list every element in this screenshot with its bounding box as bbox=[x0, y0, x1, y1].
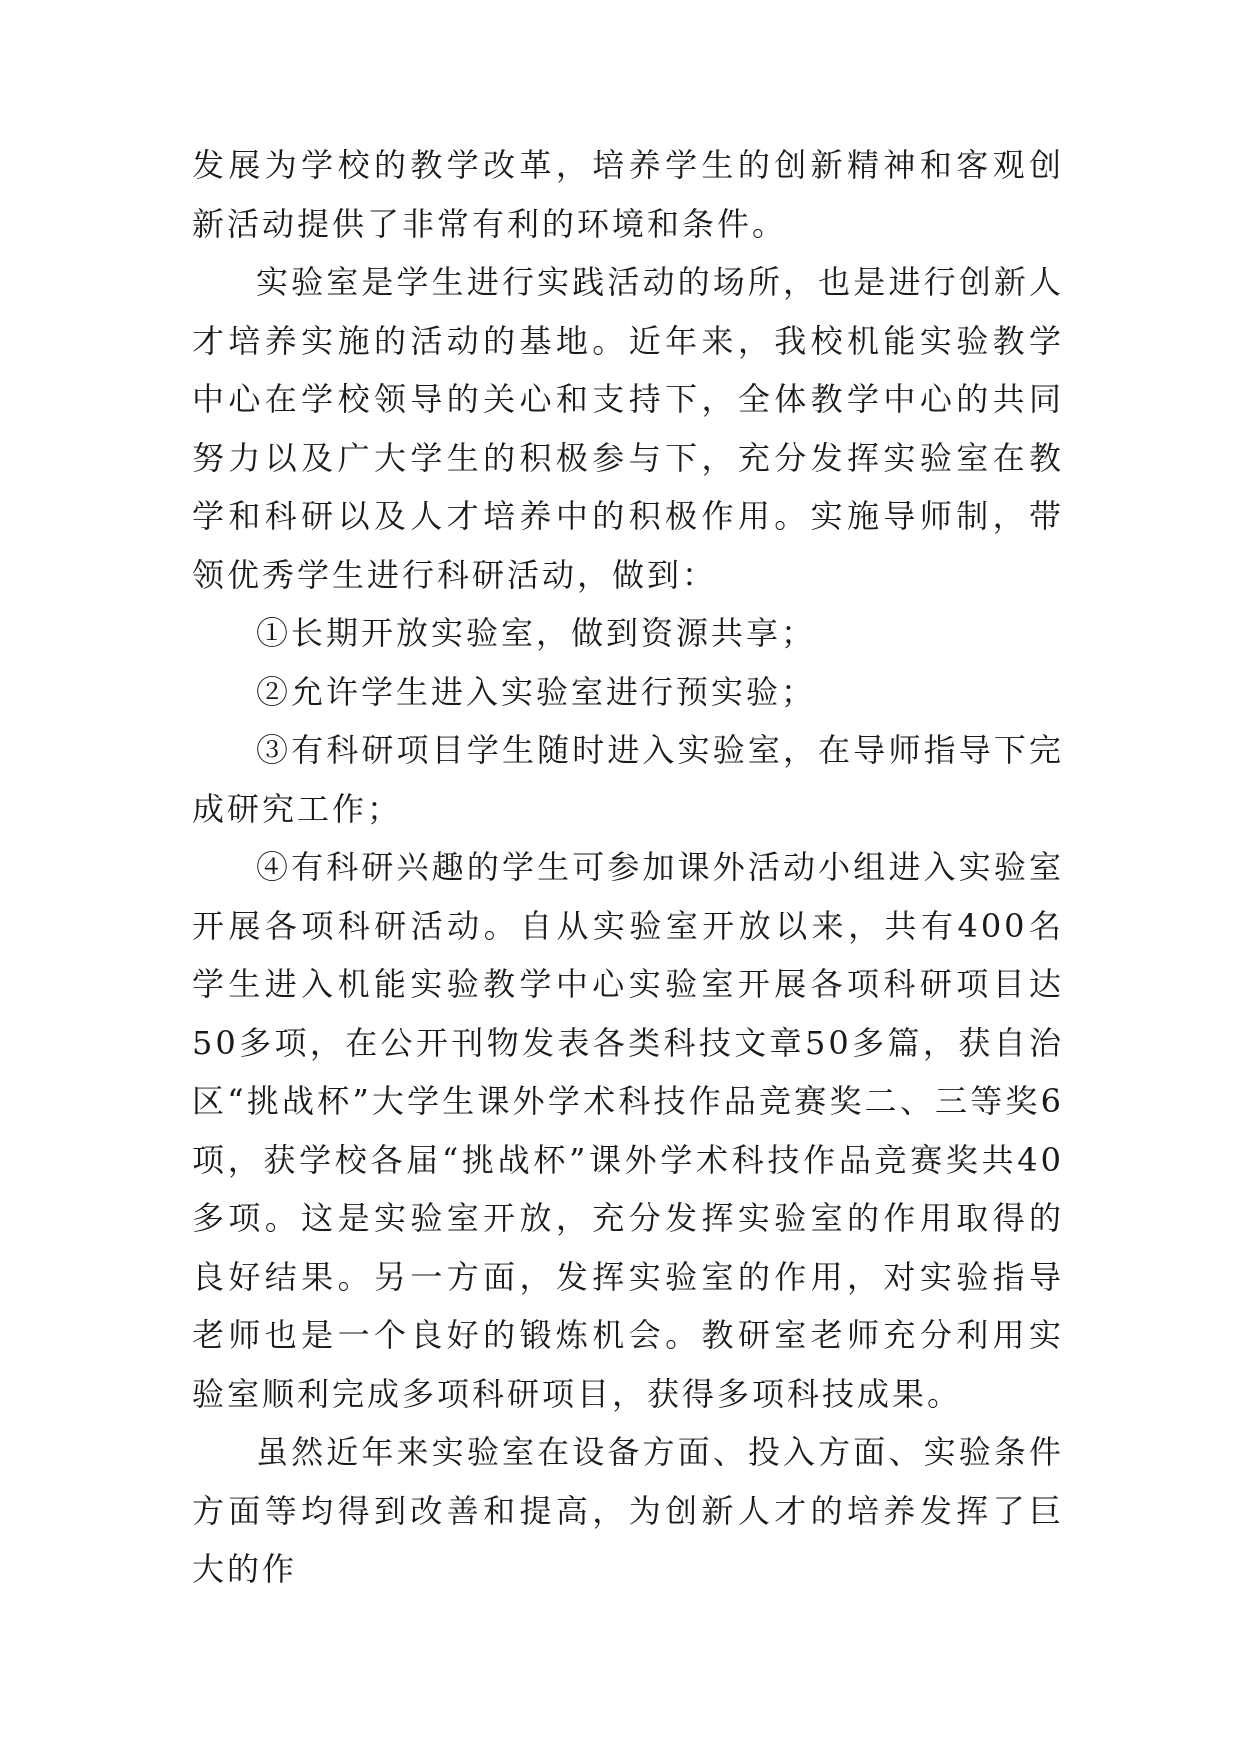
paragraph-lab-intro: 实验室是学生进行实践活动的场所，也是进行创新人才培养实施的活动的基地。近年来，我校机能实验教学中心在学校领导的关心和支持下，全体教学中心的共同努力以及广大学生的积极参与下，充分发挥实验室在教学和科研以及人才培养中的积极作用。实施导师制，带领优秀学生进行科研活动，做到： bbox=[192, 263, 1064, 594]
list-item-2: ②允许学生进入实验室进行预实验； bbox=[256, 672, 817, 711]
document-body bbox=[192, 136, 1064, 1599]
list-item-3: ③有科研项目学生随时进入实验室，在导师指导下完成研究工作； bbox=[192, 731, 1064, 828]
paragraph-continuation: 发展为学校的教学改革，培养学生的创新精神和客观创新活动提供了非常有利的环境和条件。 bbox=[192, 146, 1064, 243]
paragraph-closing: 虽然近年来实验室在设备方面、投入方面、实验条件方面等均得到改善和提高，为创新人才的培养发挥了巨大的作 bbox=[192, 1433, 1064, 1588]
list-item-1: ①长期开放实验室，做到资源共享； bbox=[256, 614, 817, 652]
list-item-4: ④有科研兴趣的学生可参加课外活动小组进入实验室开展各项科研活动。自从实验室开放以来，共有400名学生进入机能实验教学中心实验室开展各项科研项目达50多项，在公开刊物发表各类科技文章50多篇，获自治区“挑战杯”大学生课外学术科技作品竞赛奖二、三等奖6项，获学校各届“挑战杯”课外学术科技作品竞赛奖共40多项。这是实验室开放，充分发挥实验室的作用取得的良好结果。另一方面，发挥实验室的作用，对实验指导老师也是一个良好的锻炼机会。教研室老师充分利用实验室顺利完成多项科研项目，获得多项科技成果。 bbox=[192, 848, 1064, 1413]
